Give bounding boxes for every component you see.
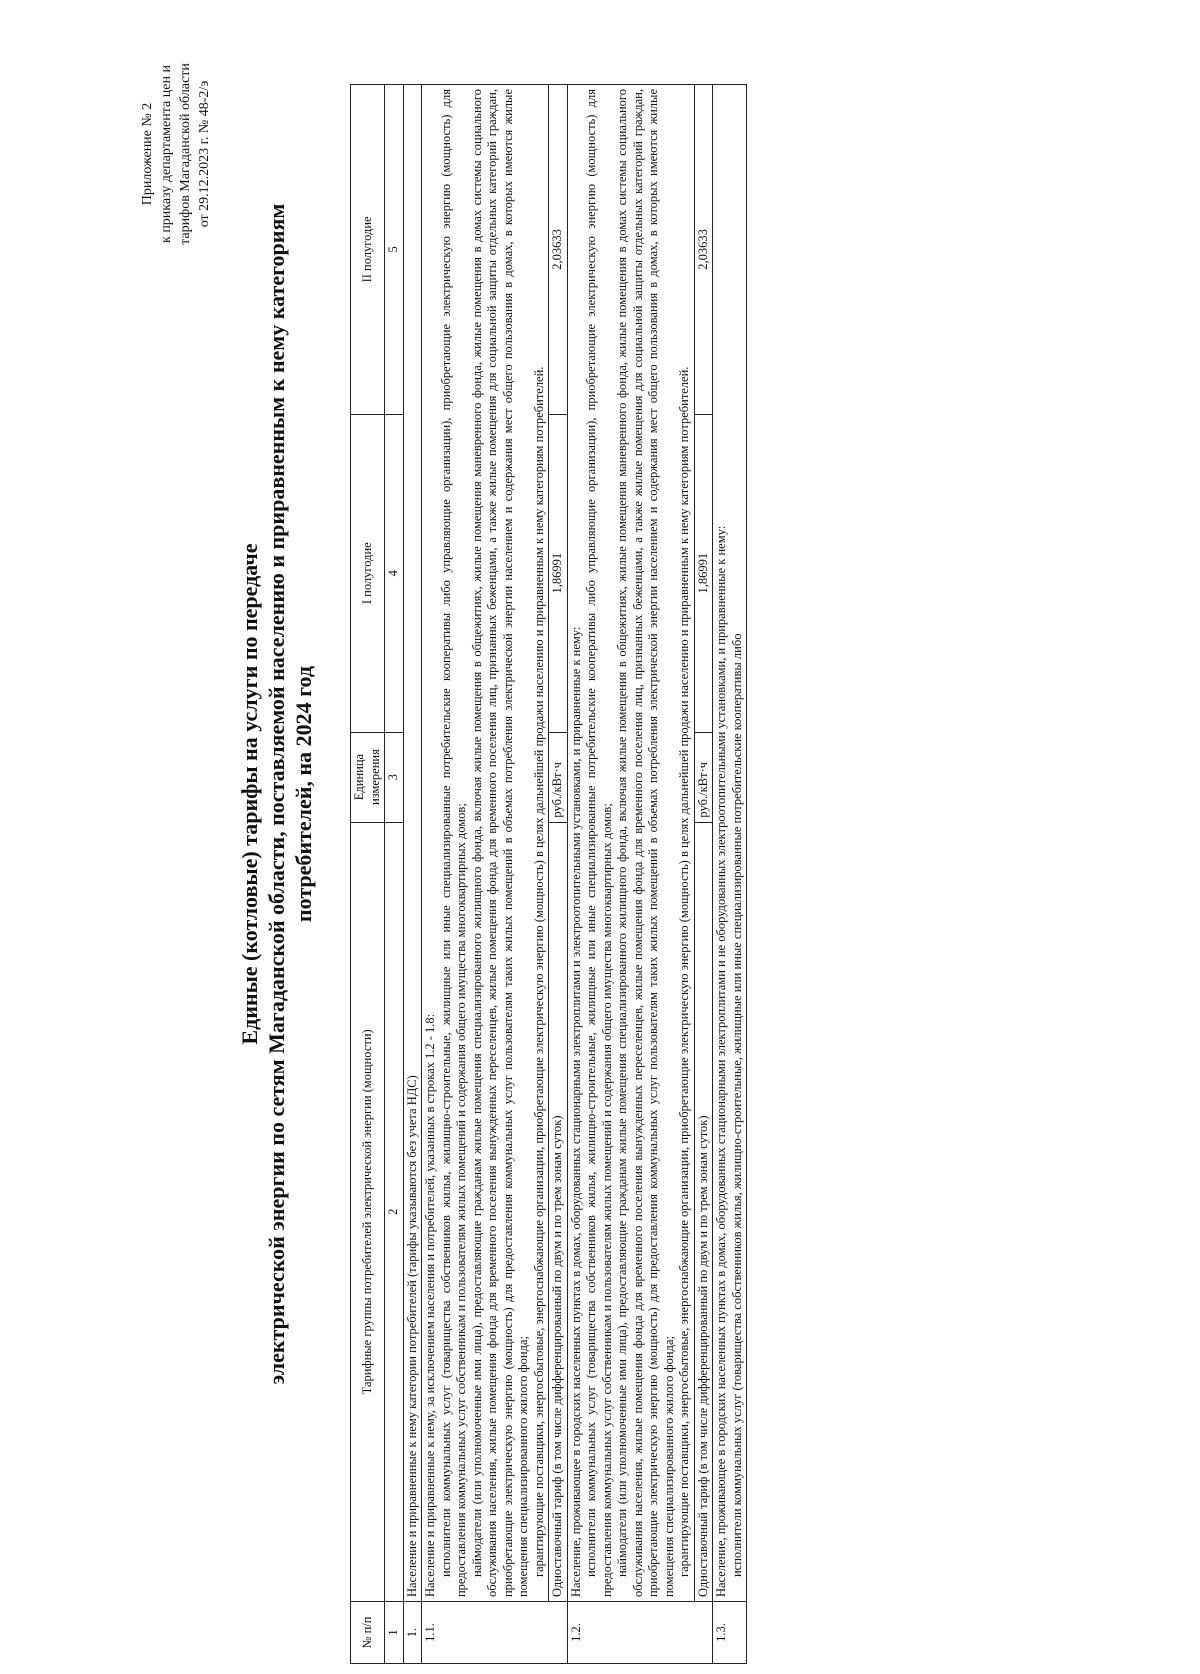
row-description <box>567 85 694 1602</box>
column-number: 4 <box>385 414 404 732</box>
column-number: 2 <box>385 822 404 1601</box>
row-description <box>422 85 549 1602</box>
row-paragraph: Население и приравненные к нему, за исключением населения и потребителей, указанных в строках 1.2 - 1.8: <box>423 1013 437 1598</box>
approval-line: тарифов Магаданской области <box>178 63 193 245</box>
header-second-half: II полугодие <box>351 85 385 415</box>
column-number: 5 <box>385 85 404 415</box>
approval-line: от 29.12.2023 г. № 48-2/э <box>197 80 212 228</box>
approval-block <box>138 24 214 284</box>
row-num: 1.3. <box>713 1602 747 1664</box>
row-paragraph: Население, проживающее в городских населенных пунктах в домах, оборудованных стационарными электроплитами и электроотопительными установками, и приравненные к нему: <box>568 626 583 1598</box>
section-row <box>403 85 422 1664</box>
header-group: Тарифные группы потребителей электрической энергии (мощности) <box>351 822 385 1601</box>
header-unit: Единица измерения <box>351 732 385 822</box>
row-num: 1.2. <box>567 1602 713 1664</box>
table-row <box>713 85 747 1664</box>
tariff-table <box>350 84 747 1664</box>
table-row <box>567 85 694 1664</box>
row-paragraph: гарантирующие поставщики, энергосбытовые, энергоснабжающие организации, приобретающие электрическую энергию (мощность) в целях дальнейшей продажи населению и приравненным к нему категориям потребителей. <box>677 366 691 1578</box>
header-num: № п/п <box>351 1602 385 1664</box>
row-num: 1.1. <box>422 1602 568 1664</box>
column-number-row <box>385 85 404 1664</box>
document-title <box>236 4 317 1584</box>
row-paragraph: Население, проживающее в городских населенных пунктах в домах, оборудованных стационарными электроплитами и не оборудованных электроотопительными установками, и приравненные к нему: <box>714 525 728 1598</box>
tariff-row <box>549 85 568 1664</box>
column-number: 1 <box>385 1602 404 1664</box>
title-line: потребителей, на 2024 год <box>291 665 316 923</box>
section-text: Население и приравненные к нему категории потребителей (тарифы указываются без учета НДС) <box>403 85 422 1602</box>
tariff-first-half: 1,86991 <box>549 414 568 732</box>
row-paragraph: наймодатели (или уполномоченные ими лица), предоставляющие гражданам жилые помещения специализированного жилищного фонда, включая жилые помещения в общежитиях, жилые помещения маневренного фонда, жилые помещения в домах системы социального обслуживания населения, жилые помещения фонда для временного поселения вынужденных переселенцев, жилые помещения фонда для временного поселения лиц, признанных беженцами, а также жилые помещения для социальной защиты отдельных категорий граждан, приобретающие электрическую энергию (мощность) для предоставления коммунальных услуг пользователям таких жилых помещений в объемах потребления электрической энергии населением и содержания мест общего пользования в домах, в которых имеются жилые помещения специализированного жилого фонда; <box>469 89 530 1598</box>
row-paragraph: исполнители коммунальных услуг (товарищества собственников жилья, жилищно-строительные, жилищные или иные специализированные потребительские кооперативы либо управляющие организации), приобретающие электрическую энергию (мощность) для предоставления коммунальных услуг собственникам и пользователям жилых помещений и содержания общего имущества многоквартирных домов; <box>584 89 614 1598</box>
header-first-half: I полугодие <box>351 414 385 732</box>
approval-line: к приказу департамента цен и <box>159 65 174 243</box>
row-paragraph: наймодатели (или уполномоченные ими лица), предоставляющие гражданам жилые помещения специализированного жилищного фонда, включая жилые помещения в общежитиях, жилые помещения маневренного фонда, жилые помещения в домах системы социального обслуживания населения, жилые помещения фонда для временного поселения вынужденных переселенцев, жилые помещения фонда для временного поселения лиц, признанных беженцами, а также жилые помещения для социальной защиты отдельных категорий граждан, приобретающие электрическую энергию (мощность) для предоставления коммунальных услуг пользователям таких жилых помещений в объемах потребления электрической энергии населением и содержания мест общего пользования в домах, в которых имеются жилые помещения специализированного жилого фонда; <box>615 89 676 1598</box>
section-num: 1. <box>403 1602 422 1664</box>
row-paragraph: исполнители коммунальных услуг (товарищества собственников жилья, жилищно-строительные, жилищные или иные специализированные потребительские кооперативы либо управляющие организации), приобретающие электрическую энергию (мощность) для предоставления коммунальных услуг собственникам и пользователям жилых помещений и содержания общего имущества многоквартирных домов; <box>438 89 468 1598</box>
tariff-second-half: 2,03633 <box>694 85 713 415</box>
approval-line: Приложение № 2 <box>140 102 155 206</box>
row-paragraph: гарантирующие поставщики, энергосбытовые, энергоснабжающие организации, приобретающие электрическую энергию (мощность) в целях дальнейшей продажи населению и приравненным к нему категориям потребителей. <box>531 366 546 1578</box>
title-line: электрической энергии по сетям Магаданской области, поставляемой населению и приравненным к нему категориям <box>264 203 289 1385</box>
tariff-unit: руб./кВт·ч <box>549 732 568 822</box>
tariff-first-half: 1,86991 <box>694 414 713 732</box>
row-description <box>713 85 747 1602</box>
column-number: 3 <box>385 732 404 822</box>
table-row <box>422 85 549 1664</box>
tariff-row <box>694 85 713 1664</box>
tariff-label: Одноставочный тариф (в том числе дифференцированный по двум и по трем зонам суток) <box>549 822 568 1601</box>
tariff-label: Одноставочный тариф (в том числе дифференцированный по двум и по трем зонам суток) <box>694 822 713 1601</box>
title-line: Единые (котловые) тарифы на услуги по передаче <box>237 543 262 1045</box>
tariff-second-half: 2,03633 <box>549 85 568 415</box>
row-paragraph: исполнители коммунальных услуг (товарищества собственников жилья, жилищно-строительные, жилищные или иные специализированные потребительские кооперативы либо <box>729 633 744 1578</box>
table-header-row <box>351 85 385 1664</box>
tariff-unit: руб./кВт·ч <box>694 732 713 822</box>
